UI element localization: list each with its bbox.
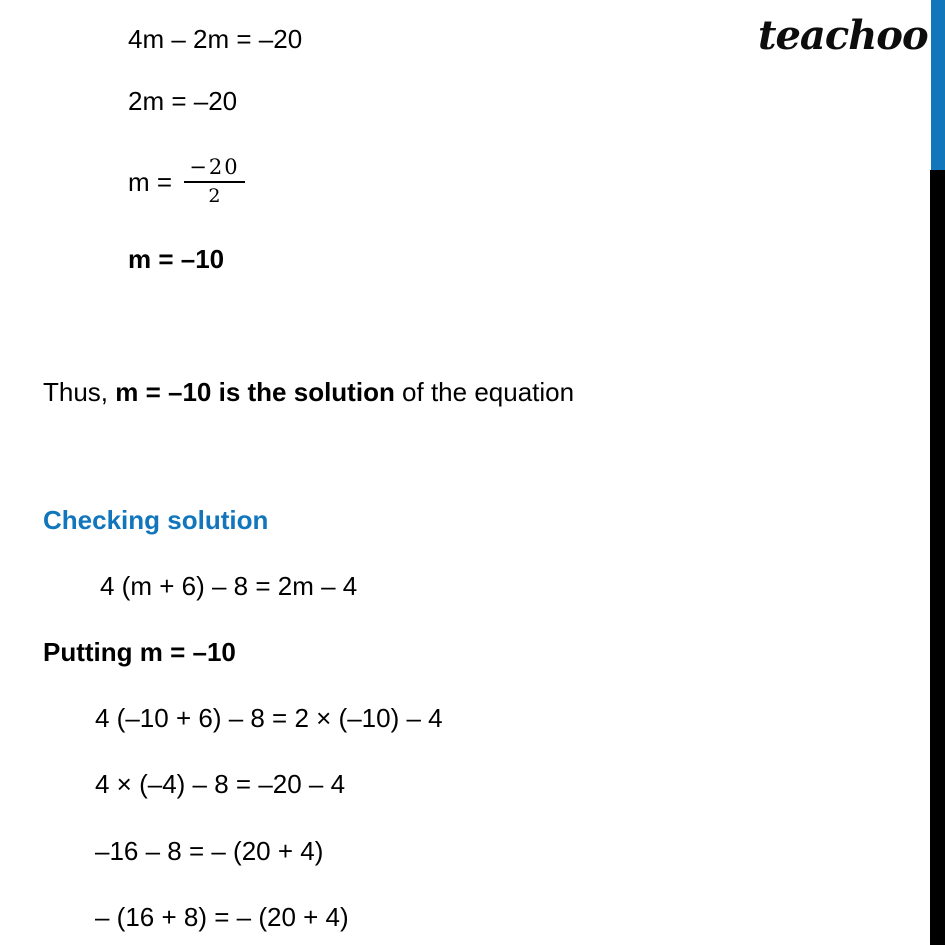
text-segment: m = –10 (128, 244, 225, 274)
teachoo-logo: teachoo (758, 12, 928, 59)
fraction-denominator: 2 (208, 185, 221, 207)
text-segment: 4 (–10 + 6) – 8 = 2 × (–10) – 4 (95, 703, 443, 733)
line-substitute (95, 703, 443, 733)
right-edge-blue-bar (931, 0, 945, 170)
line-simplify-1 (95, 769, 345, 799)
text-segment: 4 × (–4) – 8 = –20 – 4 (95, 769, 346, 799)
text-segment: Putting m = –10 (43, 637, 236, 667)
line-original-equation (100, 571, 357, 601)
text-segment: Thus, (43, 377, 116, 407)
text-segment: 4m – 2m = –20 (128, 24, 303, 54)
line-combine-terms (128, 24, 302, 54)
text-segment: – (16 + 8) = – (20 + 4) (95, 902, 349, 932)
text-segment: of the equation (394, 377, 575, 407)
line-simplify-2 (95, 836, 323, 866)
text-segment: m = –10 is the solution (115, 377, 395, 407)
line-m-fraction (128, 155, 245, 208)
text-segment: –16 – 8 = – (20 + 4) (95, 836, 324, 866)
line-putting-m (43, 637, 236, 667)
line-thus (43, 377, 574, 407)
line-2m-equals (128, 86, 237, 116)
fraction-prefix: m = (128, 166, 180, 197)
line-m-result (128, 244, 224, 274)
line-simplify-3 (95, 902, 349, 932)
text-segment: 4 (m + 6) – 8 = 2m – 4 (100, 571, 358, 601)
heading-checking-solution (43, 505, 268, 535)
fraction-numerator: −20 (184, 155, 244, 183)
fraction (184, 155, 244, 208)
right-edge-black-bar (930, 170, 945, 945)
text-segment: Checking solution (43, 505, 269, 535)
text-segment: 2m = –20 (128, 86, 238, 116)
